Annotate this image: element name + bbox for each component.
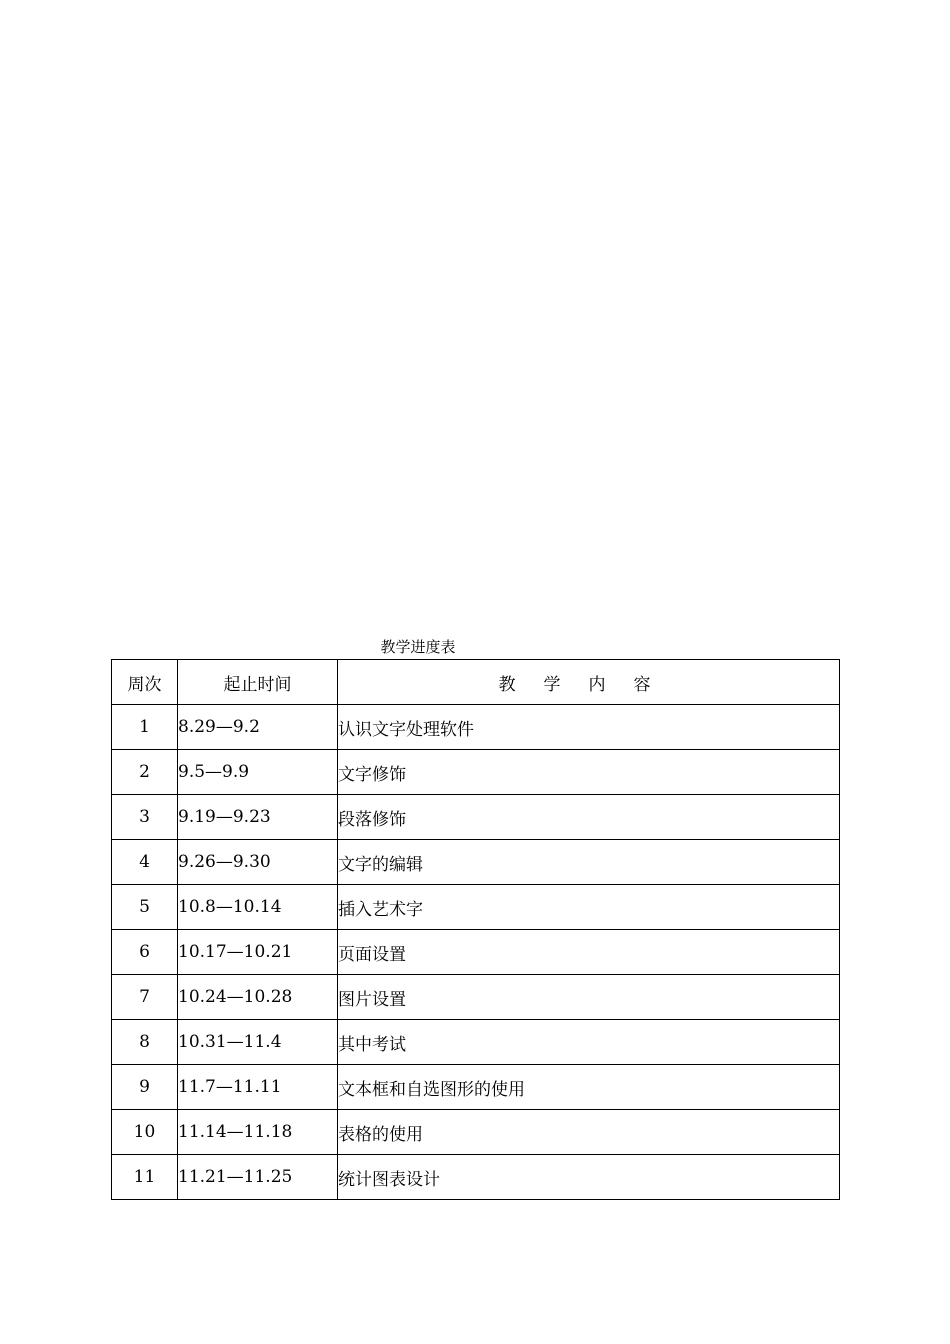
cell-week: 6 [112, 930, 178, 975]
cell-content: 文本框和自选图形的使用 [338, 1065, 840, 1110]
cell-dates: 9.26—9.30 [178, 840, 338, 885]
cell-week: 7 [112, 975, 178, 1020]
cell-content: 段落修饰 [338, 795, 840, 840]
cell-week: 1 [112, 705, 178, 750]
table-row [112, 885, 840, 930]
cell-dates: 11.14—11.18 [178, 1110, 338, 1155]
teaching-schedule-table [111, 659, 840, 1200]
table-row [112, 750, 840, 795]
cell-dates: 10.31—11.4 [178, 1020, 338, 1065]
table-row [112, 930, 840, 975]
cell-content: 认识文字处理软件 [338, 705, 840, 750]
cell-dates: 9.19—9.23 [178, 795, 338, 840]
cell-content: 图片设置 [338, 975, 840, 1020]
cell-dates: 11.7—11.11 [178, 1065, 338, 1110]
cell-content: 文字修饰 [338, 750, 840, 795]
table-row [112, 840, 840, 885]
table-row [112, 705, 840, 750]
cell-week: 5 [112, 885, 178, 930]
cell-content: 插入艺术字 [338, 885, 840, 930]
cell-content: 文字的编辑 [338, 840, 840, 885]
header-dates: 起止时间 [178, 660, 338, 705]
cell-week: 4 [112, 840, 178, 885]
cell-content: 统计图表设计 [338, 1155, 840, 1200]
cell-dates: 10.8—10.14 [178, 885, 338, 930]
cell-content: 页面设置 [338, 930, 840, 975]
table-header-row [112, 660, 840, 705]
table-row [112, 1065, 840, 1110]
table-row [112, 1020, 840, 1065]
cell-week: 9 [112, 1065, 178, 1110]
cell-dates: 10.17—10.21 [178, 930, 338, 975]
table-row [112, 795, 840, 840]
header-week: 周次 [112, 660, 178, 705]
cell-dates: 8.29—9.2 [178, 705, 338, 750]
header-content: 教学内容 [338, 660, 840, 705]
table-row [112, 975, 840, 1020]
cell-week: 8 [112, 1020, 178, 1065]
cell-dates: 9.5—9.9 [178, 750, 338, 795]
document-title: 教学进度表 [380, 638, 456, 656]
table-row [112, 1110, 840, 1155]
cell-dates: 10.24—10.28 [178, 975, 338, 1020]
cell-week: 11 [112, 1155, 178, 1200]
cell-content: 其中考试 [338, 1020, 840, 1065]
cell-dates: 11.21—11.25 [178, 1155, 338, 1200]
cell-week: 3 [112, 795, 178, 840]
cell-week: 2 [112, 750, 178, 795]
table-row [112, 1155, 840, 1200]
cell-week: 10 [112, 1110, 178, 1155]
cell-content: 表格的使用 [338, 1110, 840, 1155]
